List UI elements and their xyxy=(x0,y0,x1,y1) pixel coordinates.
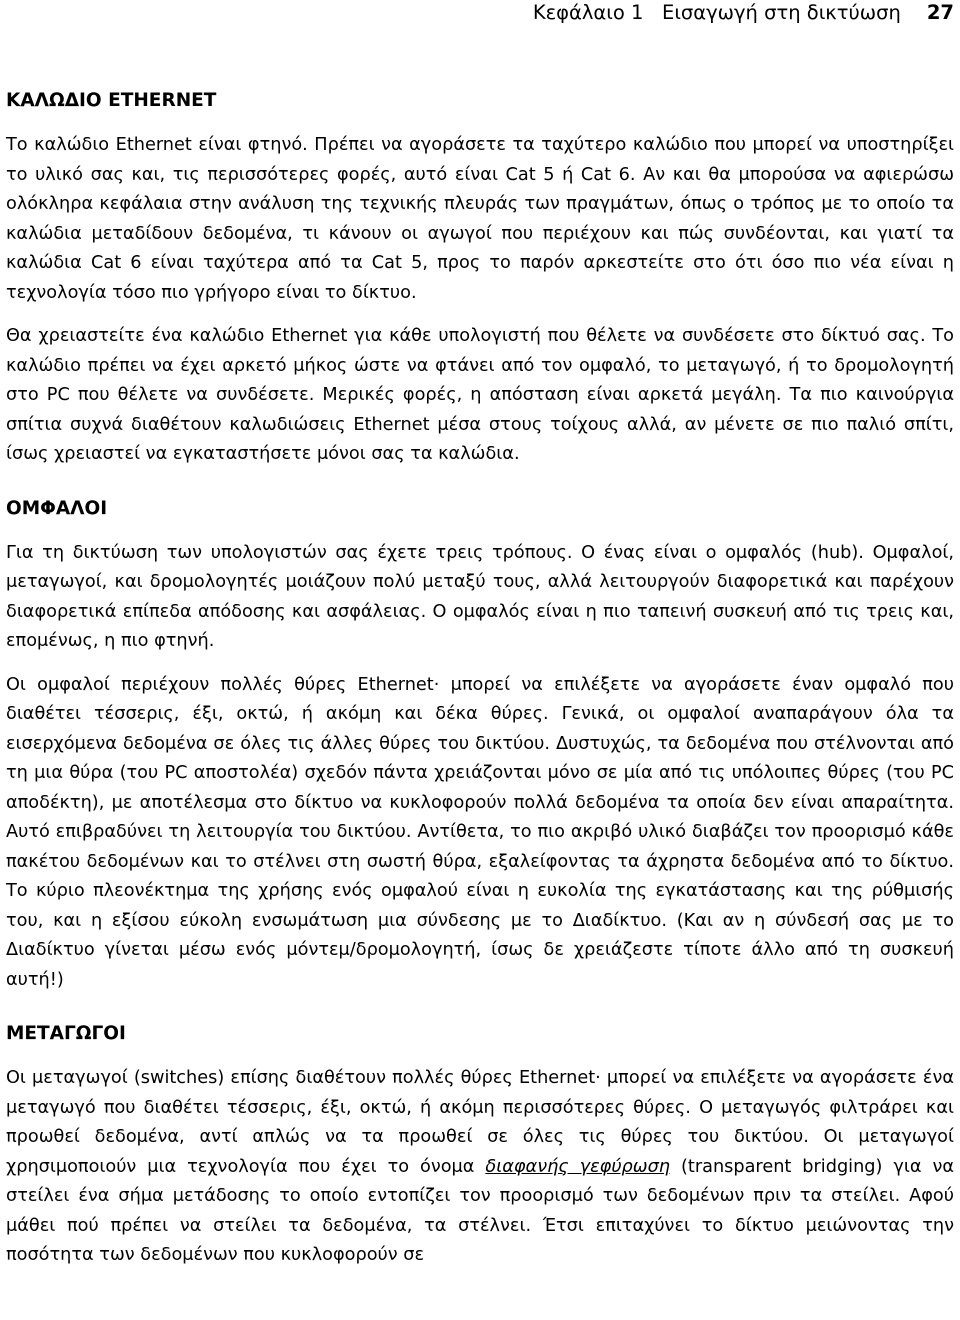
paragraph: Για τη δικτύωση των υπολογιστών σας έχετε τρεις τρόπους. Ο ένας είναι ο ομφαλός (hub). Ομφαλοί, μεταγωγοί, και δρομολογητές μοιάζουν πολύ μεταξύ τους, αλλά λειτουργούν διαφορετικά και παρέχουν διαφορετικά επίπεδα απόδοσης και ασφάλειας. Ο ομφαλός είναι η πιο ταπεινή συσκευή από τις τρεις και, επομένως, η πιο φτηνή. xyxy=(6,542,954,651)
paragraph: Θα χρειαστείτε ένα καλώδιο Ethernet για κάθε υπολογιστή που θέλετε να συνδέσετε στο δίκτυό σας. Το καλώδιο πρέπει να έχει αρκετό μήκος ώστε να φτάνει από τον ομφαλό, το μεταγωγό, ή το δρομολογητή στο PC που θέλετε να συνδέσετε. Μερικές φορές, η απόσταση είναι αρκετά μεγάλη. Τα πιο καινούργια σπίτια συχνά διαθέτουν καλωδιώσεις Ethernet μέσα στους τοίχους αλλά, αν μένετε σε πιο παλιό σπίτι, ίσως χρειαστεί να εγκαταστήσετε μόνοι σας τα καλώδια. xyxy=(6,326,954,464)
emphasized-term: διαφανής γεφύρωση xyxy=(485,1156,671,1177)
section-heading-hubs: ΟΜΦΑΛΟΙ xyxy=(6,497,108,519)
paragraph xyxy=(6,1064,954,1271)
page-body xyxy=(6,86,954,1271)
paragraph: Οι ομφαλοί περιέχουν πολλές θύρες Ethernet· μπορεί να επιλέξετε να αγοράσετε έναν ομφαλό που διαθέτει τέσσερις, έξι, οκτώ, ή ακόμη και δέκα θύρες. Γενικά, οι ομφαλοί αναπαράγουν όλα τα εισερχόμενα δεδομένα σε όλες τις άλλες θύρες του δικτύου. Δυστυχώς, τα δεδομένα που στέλνονται από τη μια θύρα (του PC αποστολέα) σχεδόν πάντα χρειάζονται μόνο σε μία από τις υπόλοιπες θύρες (του PC αποδέκτη), με αποτέλεσμα στο δίκτυο να κυκλοφορούν πολλά δεδομένα τα οποία δεν είναι απαραίτητα. Αυτό επιβραδύνει τη λειτουργία του δικτύου. Αντίθετα, το πιο ακριβό υλικό διαβάζει τον προορισμό κάθε πακέτου δεδομένων και το στέλνει στη σωστή θύρα, εξαλείφοντας τα άχρηστα δεδομένα από το δίκτυο. Το κύριο πλεονέκτημα της χρήσης ενός ομφαλού είναι η ευκολία της εγκατάστασης και της ρύθμισής του, και η εξίσου εύκολη ενσωμάτωση μια σύνδεσης με το Διαδίκτυο. (Και αν η σύνδεσή σας με το Διαδίκτυο γίνεται μέσω ενός μόντεμ/δρομολογητή, ίσως δε χρειάζεστε τίποτε άλλο από τη συσκευή αυτή!) xyxy=(6,674,954,990)
section-heading-ethernet-cable: ΚΑΛΩΔΙΟ ETHERNET xyxy=(6,90,217,111)
page-number: 27 xyxy=(926,1,954,24)
paragraph-text: (transparent bridging) για να στείλει ένα σήμα μετάδοσης το οποίο εντοπίζει τον προορισμό των δεδομένων πριν τα στείλει. Αφού μάθει πού πρέπει να στείλει τα δεδομένα, τα στέλνει. Έτσι επιταχύνει το δίκτυο μειώνοντας την ποσότητα των δεδομένων που κυκλοφορούν σε xyxy=(6,1156,954,1265)
paragraph: Το καλώδιο Ethernet είναι φτηνό. Πρέπει να αγοράσετε τα ταχύτερο καλώδιο που μπορεί να υποστηρίξει το υλικό σας και, τις περισσότερες φορές, αυτό είναι Cat 5 ή Cat 6. Αν και θα μπορούσα να αφιερώσω ολόκληρα κεφάλαια στην ανάλυση της τεχνικής πλευράς των πραγμάτων, όπως ο τρόπος με το οποίο τα καλώδια μεταδίδουν δεδομένα, τι κάνουν οι αγωγοί που περιέχουν και πώς συνδέονται, και γιατί τα καλώδια Cat 6 είναι ταχύτερα από τα Cat 5, προς το παρόν αρκεστείτε στο ότι όσο πιο νέα είναι η τεχνολογία τόσο πιο γρήγορο είναι το δίκτυο. xyxy=(6,135,954,303)
chapter-title: Κεφάλαιο 1 Εισαγωγή στη δικτύωση xyxy=(532,1,901,24)
section-heading-switches: ΜΕΤΑΓΩΓΟΙ xyxy=(6,1023,126,1044)
paragraph-text: Οι μεταγωγοί (switches) επίσης διαθέτουν πολλές θύρες Ethernet· μπορεί να επιλέξετε να αγοράσετε ένα μεταγωγό που διαθέτει τέσσερις, έξι, οκτώ, ή ακόμη περισσότερες θύρες. Ο μεταγωγός φιλτράρει και προωθεί δεδομένα, αντί απλώς να τα προωθεί σε όλες τις θύρες του δικτύου. Οι μεταγωγοί χρησιμοποιούν μια τεχνολογία που έχει το όνομα xyxy=(6,1068,954,1177)
running-header xyxy=(533,0,954,26)
